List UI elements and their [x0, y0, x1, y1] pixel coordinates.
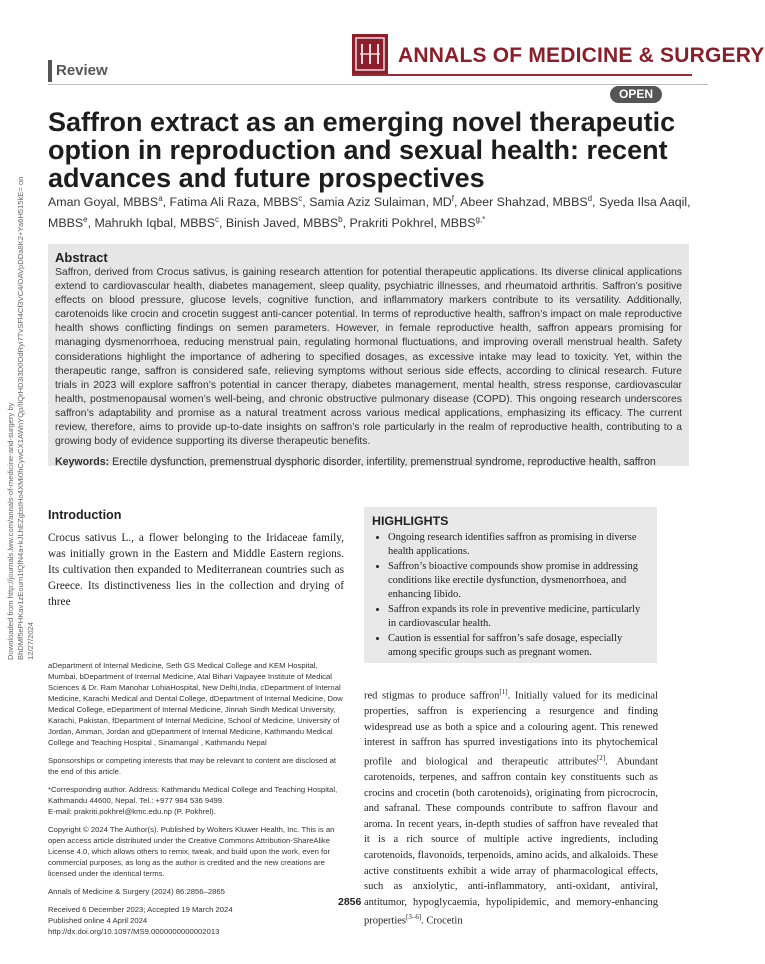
- affiliations: aDepartment of Internal Medicine, Seth GS Medical College and KEM Hospital, Mumbai, bDepartment of Internal Medicine, Atal Bihari Vajpayee Institute of Medical Sciences & Dr. Ram Manohar LohiaHospital, New Delhi,India, cDepartment of Internal Medicine, Karachi Medical and Dental College, dDepartment of Internal Medicine, Dow Medical College, eDepartment of Internal Medicine, Jinnah Sindh Medical University, Karachi, Pakistan, fDepartment of Internal Medicine, School of Medicine, University of Jordan, Amman, Jordan and gDepartment of Internal Medicine, Kathmandu Medical College and Teaching Hospital , Sinamangal , Kathmandu Nepal: [48, 661, 343, 747]
- keywords-text: Erectile dysfunction, premenstrual dysphoric disorder, infertility, premenstrual syndrome, reproductive health, saffron: [112, 456, 656, 469]
- author-affiliation-marker: c: [215, 215, 219, 225]
- author-affiliation-marker: g,*: [475, 215, 486, 225]
- author-affiliation-marker: a: [158, 194, 163, 203]
- corresponding-author: *Corresponding author. Address: Kathmandu Medical College and Teaching Hospital, Kathmandu 44600, Nepal. Tel.: +977 984 536 9499.: [48, 785, 338, 805]
- published-online: Published online 4 April 2024: [48, 916, 148, 925]
- download-notice: Downloaded from http://journals.lww.com/annals-of-medicine-and-surgery by BhDMf5ePHKav1zEoum1tQfN4a+kJLhEZgbsIHo4XMi0hCywCX1AWnYQp/IlQrHD3i3D0OdRyi7TvSFl4Cf3VC4/OAVpDDa8K2+Ya6H515kE= on 12/27/2024: [6, 176, 35, 660]
- highlights-list: [372, 531, 649, 660]
- page-number: 2856: [338, 896, 362, 908]
- author-name: Samia Aziz Sulaiman, MD: [309, 195, 452, 210]
- author-name: Mahrukh Iqbal, MBBS: [94, 216, 215, 231]
- highlight-item: • Saffron’s bioactive compounds show promise in addressing conditions like erectile dysfunction, dysmenorrhoea, and enhancing libido.: [388, 560, 649, 602]
- author-name: Abeer Shahzad, MBBS: [460, 195, 588, 210]
- journal-logo-icon: [352, 34, 388, 74]
- highlight-item: • Saffron expands its role in preventive medicine, particularly in cardiovascular health.: [388, 603, 649, 631]
- body-text-segment: . Initially valued for its medicinal properties, saffron is experiencing a resurgence and finding widespread use as both a spice and a colouring agent. This renewed interest in saffron has spurred investigations into its phytochemical profile and biological and therapeutic attributes: [364, 690, 659, 768]
- highlights-box: [364, 507, 657, 663]
- body-text-segment: . Abundant carotenoids, terpenes, and saffron contain key constituents such as crocins and crocetin (both carotenoids), originating from picrocrocin, and safranal. These compounds contribute to saffron flavour and aroma. In recent years, in-depth studies of saffron have revealed that it is a rich source of multiple active ingredients, including carotenoids, flavonoids, terpenoids, amino acids, and alkaloids. These active constituents exhibit a wide array of pharmacological effects, such as anxiolytic, anti-inflammatory, anti-oxidant, antiviral, antitumor, hypoglycaemia, hypolipidemic, and memory-enhancing properties: [364, 756, 658, 927]
- section-marker: [48, 60, 52, 82]
- keywords-line: [55, 455, 682, 469]
- header-divider: [352, 74, 692, 76]
- copyright-notice: Copyright © 2024 The Author(s). Published by Wolters Kluwer Health, Inc. This is an open access article distributed under the Creative Commons Attribution-ShareAlike License 4.0, which allows others to remix, tweak, and build upon the work, even for commercial purposes, as long as the author is credited and the new creations are licensed under the identical terms.: [48, 825, 335, 878]
- abstract-heading: Abstract: [55, 250, 108, 265]
- journal-title: ANNALS OF MEDICINE & SURGERY: [398, 44, 765, 67]
- body-text-segment: . Crocetin: [421, 915, 463, 927]
- article-title: Saffron extract as an emerging novel therapeutic option in reproduction and sexual health: recent advances and future prospectives: [48, 107, 676, 193]
- abstract-box: [48, 244, 689, 469]
- doi-link[interactable]: http://dx.doi.org/10.1097/MS9.0000000000002013: [48, 927, 220, 936]
- author-name: Prakriti Pokhrel, MBBS: [349, 216, 476, 231]
- footnotes: [48, 660, 344, 937]
- introduction-text: Crocus sativus L., a flower belonging to the Iridaceae family, was initially grown in the Eastern and Middle Eastern regions. Its cultivation then expanded to Mediterranean countries such as Greece. Its distinctiveness lies in the collection and drying of three: [48, 532, 344, 608]
- author-affiliation-marker: b: [338, 215, 343, 225]
- body-text-right: [364, 685, 658, 929]
- author-affiliation-marker: d: [587, 194, 593, 203]
- abstract-text: Saffron, derived from Crocus sativus, is gaining research attention for potential therapeutic applications. Its diverse clinical applications extend to cardiovascular health, diabetes management, sleep quality, psychiatric illnesses, and rheumatoid arthritis. Saffron’s positive effects on blood pressure, glucose levels, cognitive function, and inflammatory markers contribute to its versatility. Additionally, carotenoids like crocin and crocetin suggest anti-cancer potential. In terms of reproductive health, saffron’s impact on male reproductive health shows conflicting findings on semen parameters. However, in female reproductive health, saffron appears promising for managing dysmenorrhoea, reducing menstrual pain, regulating hormonal fluctuations, and improving overall menstrual health. Safety considerations highlight the importance of adhering to specified dosages, as excessive intake may lead to toxicity. Yet, within the therapeutic range, saffron is considered safe, relieving symptoms without serious side effects, according to clinical research. Future trials in 2023 will explore saffron’s potential in cancer therapy, diabetes management, mental health, stress response, cardiovascular health, postmenopausal women’s well-being, and chronic obstructive pulmonary disease (COPD). This ongoing research underscores saffron’s adaptability and promise as a natural treatment across various medical applications, emphasizing its efficacy. The current review, therefore, aims to provide up-to-date insights on saffron’s role particularly in the realm of reproductive health, contributing to a growing body of evidence supporting its diverse therapeutic benefits.: [55, 267, 682, 448]
- author-name: Syeda Ilsa Aaqil, MBBS: [48, 195, 691, 231]
- journal-citation: Annals of Medicine & Surgery (2024) 86:2856–2865: [48, 887, 225, 896]
- highlight-item: • Ongoing research identifies saffron as promising in diverse health applications.: [388, 531, 649, 559]
- keywords-label: Keywords:: [55, 456, 110, 469]
- author-name: Fatima Ali Raza, MBBS: [169, 195, 299, 210]
- author-name: Binish Javed, MBBS: [225, 216, 339, 231]
- author-affiliation-marker: e: [83, 215, 88, 225]
- author-list: Aman Goyal, MBBS$^a$, Fatima Ali Raza, MBBS$^c$, Samia Aziz Sulaiman, $MD^f$, Abeer Shahzad, MBBS$^d$, Syeda Ilsa Aaqil, MBBS$^e$, Mahrukh Iqbal, MBBS$^c$, Binish Javed, MBBS$^b$, Prakriti Pokhrel, $MBBS^{g,*}$: [48, 194, 691, 231]
- received-accepted: Received 6 December 2023; Accepted 19 March 2024: [48, 905, 233, 914]
- body-text-segment: red stigmas to produce saffron: [364, 690, 500, 702]
- reference-link[interactable]: [1]: [499, 688, 508, 696]
- reference-link[interactable]: [3–6]: [406, 913, 422, 922]
- highlights-heading: HIGHLIGHTS: [372, 514, 449, 528]
- author-name: Aman Goyal, MBBS: [48, 195, 159, 210]
- author-affiliation-marker: c: [298, 194, 303, 203]
- author-affiliation-marker: f: [451, 194, 454, 203]
- highlight-item: • Caution is essential for saffron’s safe dosage, especially among specific groups such as pregnant women.: [388, 632, 649, 660]
- open-access-badge: OPEN: [610, 86, 662, 103]
- introduction-heading: Introduction: [48, 508, 122, 522]
- section-label: Review: [56, 62, 108, 79]
- section-divider: [48, 84, 708, 85]
- reference-link[interactable]: [2]: [596, 753, 606, 762]
- sponsorship-note: Sponsorships or competing interests that may be relevant to content are disclosed at the end of this article.: [48, 756, 337, 776]
- corresponding-email[interactable]: E-mail: prakriti.pokhrel@kmc.edu.np (P. Pokhrel).: [48, 807, 216, 816]
